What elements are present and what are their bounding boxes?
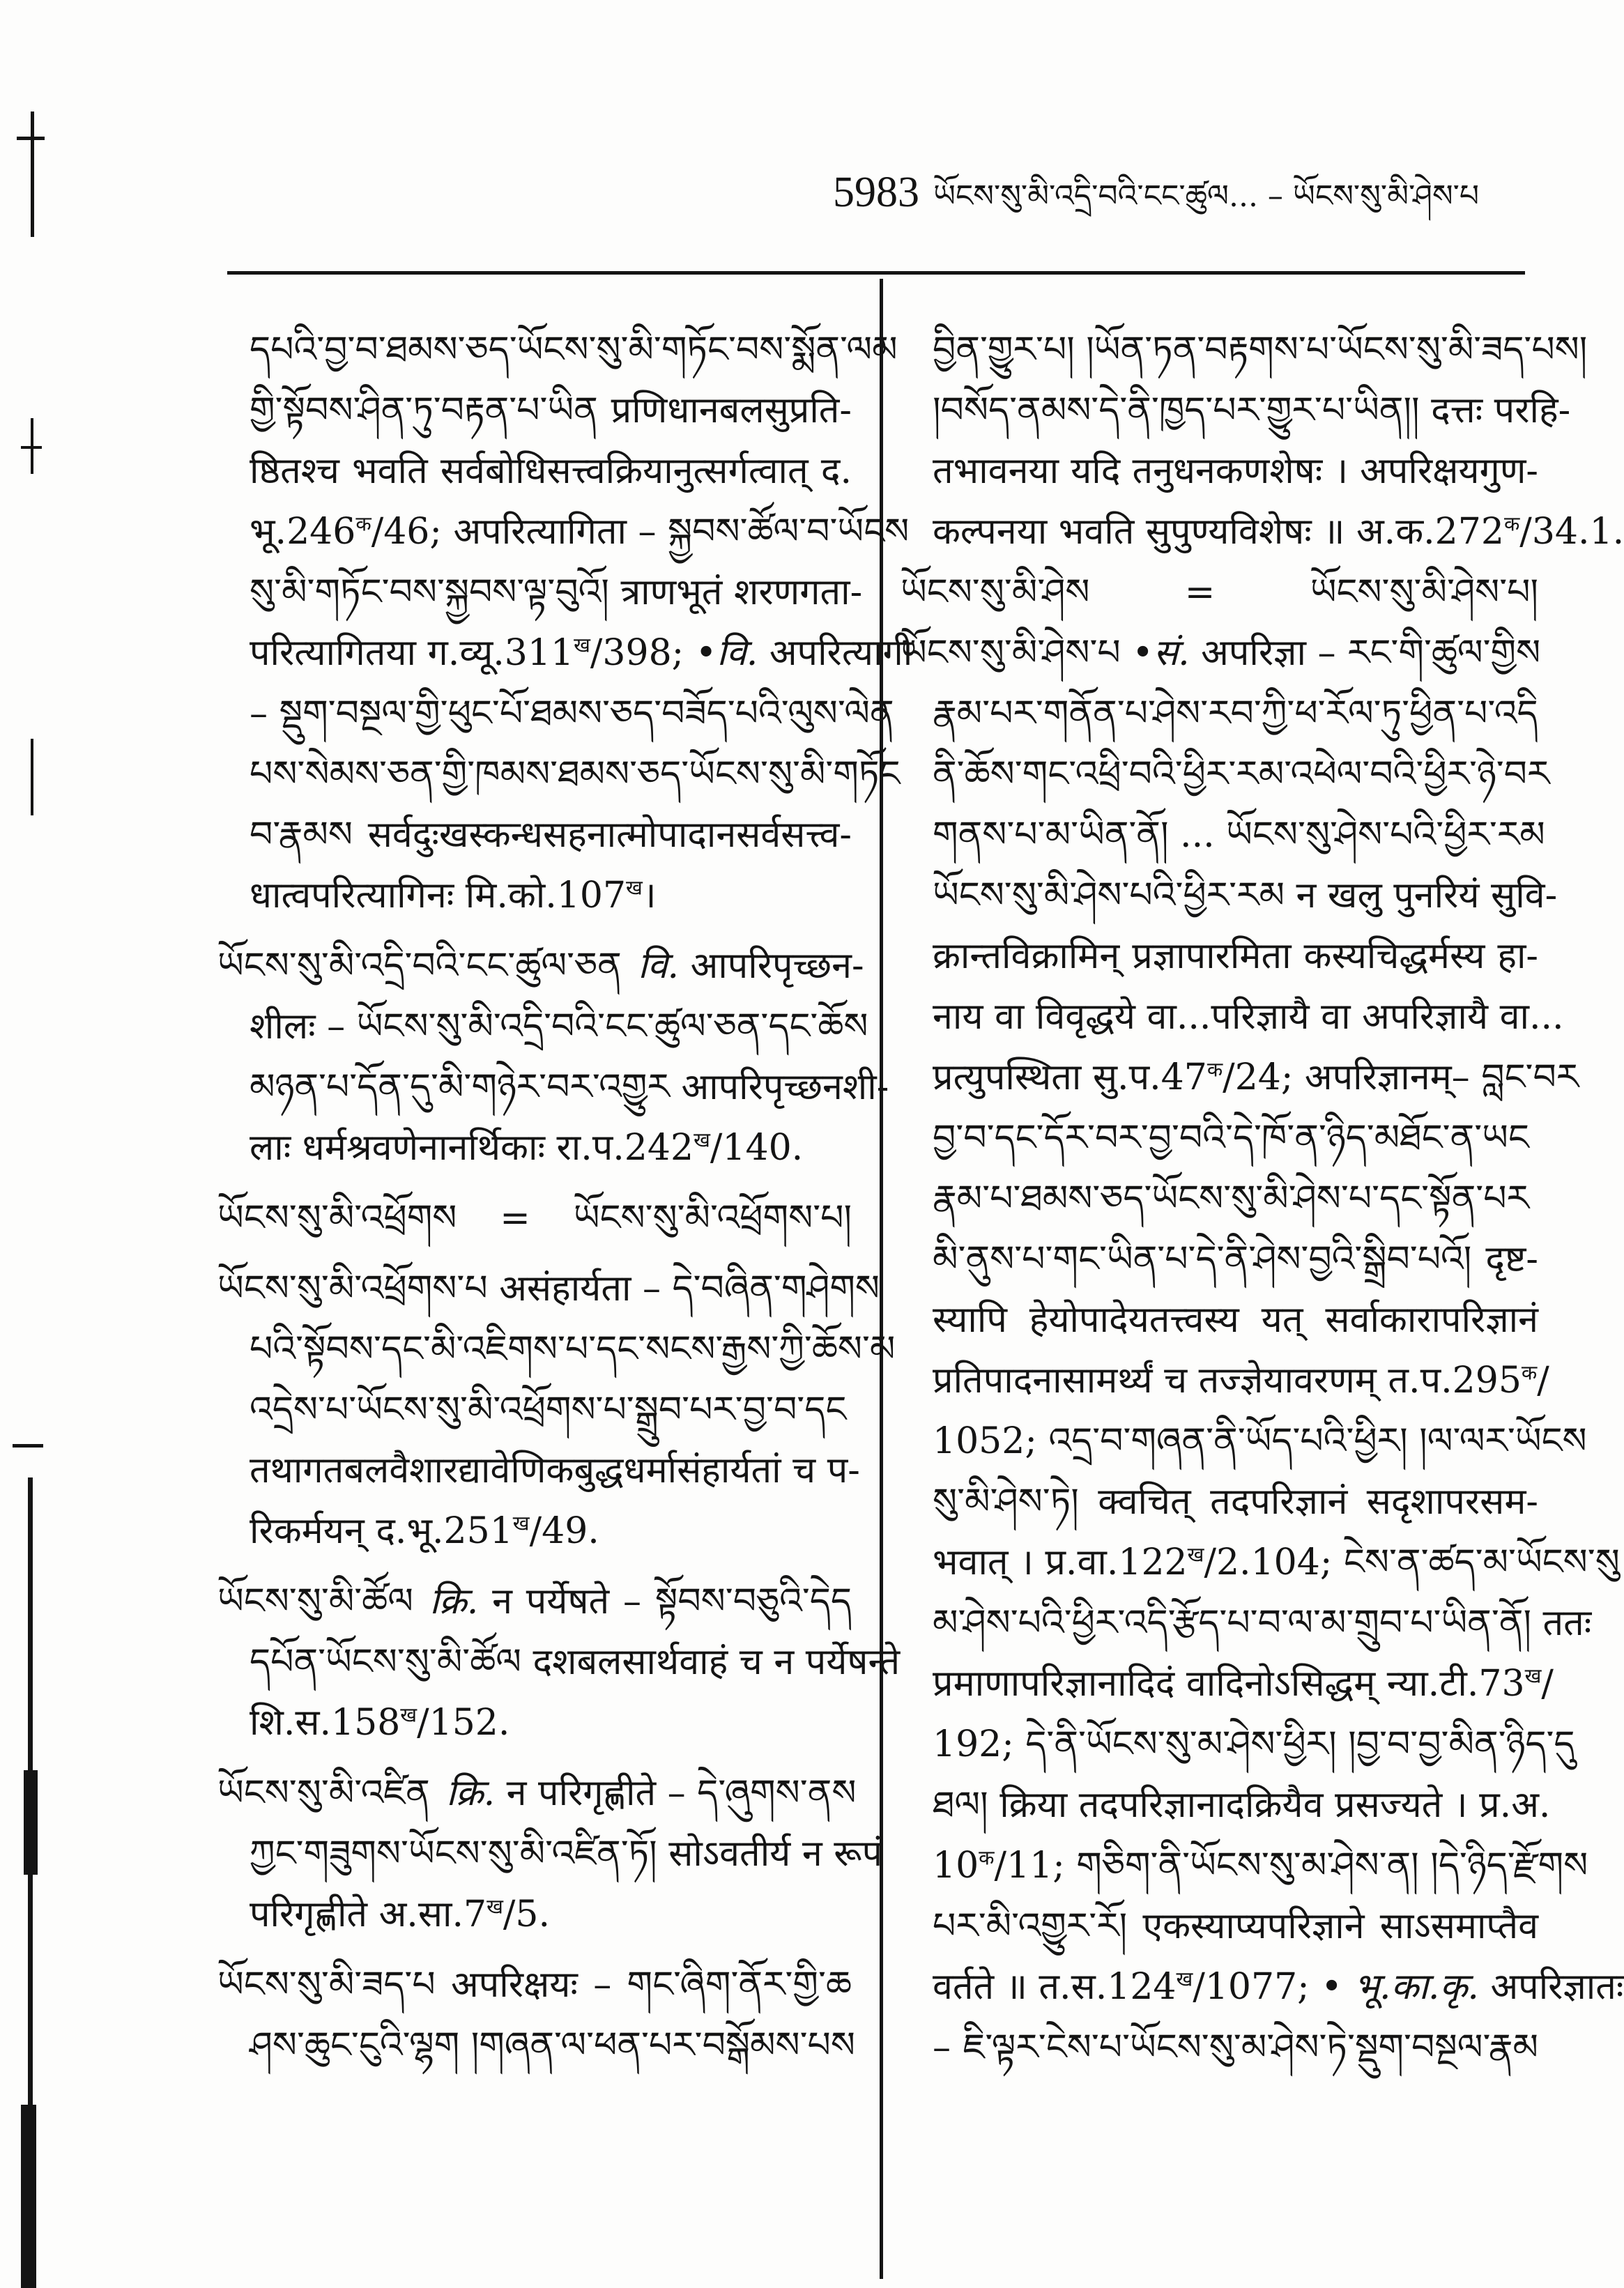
text-run: त्राणभूतं शरणगता- <box>608 571 863 613</box>
entry-line <box>901 1229 1538 1290</box>
text-run: परिगृह्णीते अ.सा.7 <box>250 1894 487 1935</box>
text-run: कल्पनया भवति सुपुण्यविशेषः ॥ अ.क.272 <box>933 511 1504 553</box>
entry-line <box>901 1593 1592 1654</box>
scan-edge-mark <box>21 446 42 449</box>
scan-edge-mark <box>21 2105 36 2288</box>
text-run: क्रान्तविक्रामिन् प्रज्ञापारमिता कस्यचिद्धर्मस्य हा- <box>933 935 1538 977</box>
entry-line <box>217 1955 852 2016</box>
text-run: – ཇི་ལྟར་ངེས་པ་ཡོངས་སུ་མ་ཤེས་ཏེ་སྡུག་བསྔལ་རྣམ <box>933 2027 1538 2068</box>
text-run: लाः धर्मश्रवणेनानर्थिकाः रा.प.242 <box>250 1127 694 1169</box>
text-run: अपरिज्ञा – རང་གི་ཚུལ་གྱིས <box>1189 632 1541 674</box>
text-run: པར་མི་འགྱུར་རོ། <box>933 1905 1128 1947</box>
entry-line <box>217 744 901 805</box>
text-run: དཔོན་ཡོངས་སུ་མི་ཚོལ <box>250 1641 521 1683</box>
text-run: ཤས་ཆུང་ངུའི་ལྷག །གཞན་ལ་ཕན་པར་བསྒོམས་པས <box>250 2025 855 2066</box>
text-run: ཐལ། <box>933 1784 988 1826</box>
text-run: न परिगृह्णीते – དེ་ཞུགས་ནས <box>495 1772 857 1814</box>
text-run: མ་ཤེས་པའི་ཕྱིར་འདི་རྩོད་པ་བ་ལ་མ་གྲུབ་པ་ཡིན་ནོ། <box>933 1602 1531 1644</box>
text-run: སུ་མི་ཤེས་ཏེ། <box>933 1481 1079 1523</box>
entry-line <box>217 866 852 926</box>
text-run: མི་ནུས་པ་གང་ཡིན་པ་དེ་ནི་ཤེས་བྱའི་སྒྲིབ་པའོ། <box>933 1238 1472 1280</box>
text-run: दृष्ट- <box>1471 1238 1538 1280</box>
scan-edge-mark <box>24 1770 38 1875</box>
entry-line <box>901 1836 1588 1896</box>
entry-line <box>217 623 913 684</box>
entry-line <box>901 2018 1538 2078</box>
entry-line <box>217 320 898 381</box>
text-run: अपरित्यागी <box>758 632 913 674</box>
entry-line <box>901 1169 1538 1229</box>
entry-line <box>901 866 1558 926</box>
entry-line <box>901 1714 1575 1775</box>
entry-line <box>901 441 1538 502</box>
entry-line <box>901 1108 1538 1169</box>
text-run: ནི་ཆོས་གང་འཕྲི་བའི་ཕྱིར་རམ་འཕེལ་བའི་ཕྱིར་ཉེ་བར <box>933 753 1550 795</box>
entry-line <box>217 441 852 502</box>
entry-line <box>901 1775 1551 1836</box>
dictionary-entry <box>217 936 889 1178</box>
dictionary-entry <box>217 1763 883 1945</box>
text-run: འདྲེས་པ་ཡོངས་སུ་མི་འཕྲོགས་པ་སྒྲུབ་པར་བྱ་བ་དང <box>250 1389 847 1431</box>
folio-side-marker: ख <box>574 633 590 657</box>
text-run: /24; अपरिज्ञानम्– བླང་བར <box>1223 1057 1579 1098</box>
scan-edge-mark <box>13 1444 43 1448</box>
text-run: अपरिज्ञातः <box>1478 1966 1624 2008</box>
grammar-abbreviation: भू.का.कृ. <box>1354 1966 1479 2008</box>
text-run: आपरिपृच्छनशी- <box>669 1066 889 1108</box>
text-run: भवात् । प्र.वा.122 <box>933 1542 1188 1583</box>
dictionary-entry <box>217 1955 855 2076</box>
entry-line <box>217 1188 852 1249</box>
text-run: /1077; • <box>1193 1966 1354 2008</box>
text-run: /152. <box>417 1702 510 1744</box>
text-run: མཉན་པ་དོན་དུ་མི་གཉེར་བར་འགྱུར <box>250 1066 670 1108</box>
entry-line <box>901 1411 1587 1472</box>
right-column <box>901 320 1624 2271</box>
text-run: तभावनया यदि तनुधनकणशेषः । अपरिक्षयगुण- <box>933 450 1538 492</box>
text-run: གྱི་སྟོབས་ཤིན་ཏུ་བརྟན་པ་ཡིན <box>250 390 598 431</box>
entry-line <box>217 1572 852 1632</box>
folio-side-marker: क <box>355 512 371 536</box>
grammar-abbreviation: वि. <box>717 632 758 674</box>
entry-line <box>901 684 1538 744</box>
text-run: असंहार्यता – དེ་བཞིན་གཤེགས <box>487 1268 880 1310</box>
text-run: प्रतिपादनासामर्थ्यं च तज्ज्ञेयावरणम् त.प.295 <box>933 1360 1522 1402</box>
entry-line <box>901 562 1538 623</box>
text-run: परित्यागितया ग.व्यू.311 <box>250 632 574 674</box>
entry-line <box>217 684 894 744</box>
text-run: सर्वदुःखस्कन्धसहनात्मोपादानसर्वसत्त्व- <box>352 814 852 856</box>
text-run: ཡོངས་སུ་མི་འཕྲོགས་པ། <box>573 1197 852 1239</box>
headword: ཡོངས་སུ་མི་འཕྲོགས <box>217 1197 457 1239</box>
folio-side-marker: क <box>1503 512 1520 536</box>
text-run: दशबलसार्थवाहं च न पर्येषन्ते <box>521 1641 901 1683</box>
folio-side-marker: ख <box>512 1511 530 1535</box>
text-run: སུ་མི་གཏོང་བས་སྐྱབས་ལྟ་བུའོ། <box>250 571 609 613</box>
dictionary-entry <box>217 320 913 926</box>
text-run: नाय वा विवृद्धये वा...परिज्ञायै वा अपरिज्ञायै वा... <box>933 996 1564 1038</box>
column-divider <box>880 279 883 2279</box>
text-run: ཡོངས་སུ་མི་ཤེས་པ། <box>1310 571 1538 613</box>
entry-line <box>217 1057 889 1118</box>
text-run: པའི་སྟོབས་དང་མི་འཇིགས་པ་དང་སངས་རྒྱས་ཀྱི་ཆོས་མ <box>250 1328 896 1370</box>
header-rule <box>227 271 1525 275</box>
text-run: /46; अपरित्यागिता – སྐྱབས་ཚོལ་བ་ཡོངས <box>371 511 910 553</box>
entry-line <box>217 2016 855 2076</box>
text-run: །བསོད་ནམས་དེ་ནི་ཁྱད་པར་གྱུར་པ་ཡིན།། <box>933 390 1420 431</box>
text-run: = <box>1089 571 1310 613</box>
folio-side-marker: क <box>1206 1057 1223 1082</box>
text-run: བ་རྣམས <box>250 814 353 856</box>
entry-line <box>217 1380 852 1441</box>
text-run: सोऽवतीर्य न रूपं <box>657 1833 883 1875</box>
text-run: दत्तः परहि- <box>1419 390 1571 431</box>
folio-side-marker: ख <box>1187 1542 1204 1567</box>
scan-edge-mark <box>31 739 33 815</box>
entry-line <box>901 926 1538 987</box>
entry-line <box>901 805 1545 866</box>
folio-side-marker: ख <box>1524 1664 1542 1688</box>
entry-line <box>217 381 852 441</box>
text-run: प्रमाणापरिज्ञानादिदं वादिनोऽसिद्धम् न्या.टी.73 <box>933 1663 1525 1705</box>
entry-line <box>217 1632 901 1693</box>
text-run: ततः <box>1531 1602 1592 1644</box>
text-run: अपरिक्षयः – གང་ཞིག་ནོར་གྱི་ཆ <box>435 1964 852 2006</box>
text-run: शि.स.158 <box>250 1702 401 1744</box>
text-run: རྣམ་པ་ཐམས་ཅད་ཡོངས་སུ་མི་ཤེས་པ་དང་སྟོན་པར <box>933 1178 1529 1220</box>
entry-line <box>901 623 1541 684</box>
left-column <box>217 320 913 2271</box>
entry-line <box>217 562 863 623</box>
text-run: = <box>457 1197 574 1239</box>
text-run: /49. <box>529 1510 599 1552</box>
text-run: བྱིན་གྱུར་པ། །ཡོན་ཏན་བརྟགས་པ་ཡོངས་སུ་མི་ཟད་པས། <box>933 329 1588 371</box>
dictionary-entry <box>901 623 1624 2078</box>
entry-line <box>901 1957 1624 2018</box>
entry-line <box>217 1501 852 1562</box>
text-run: 192; དེ་ནི་ཡོངས་སུ་མ་ཤེས་ཕྱིར། །བྱ་བ་བྱ་མིན་ཉིད་དུ <box>933 1723 1575 1765</box>
folio-side-marker: ख <box>1176 1967 1193 1991</box>
dictionary-entry <box>217 1188 852 1249</box>
headword: ཡོངས་སུ་མི་ཟད་པ <box>217 1964 436 2006</box>
entry-line <box>217 997 868 1057</box>
entry-line <box>901 320 1588 381</box>
folio-side-marker: ख <box>694 1128 710 1152</box>
text-run: न पर्येषते – སྟོབས་བཅུའི་དེད <box>478 1581 852 1622</box>
entry-line <box>217 1824 883 1884</box>
text-run: वर्तते ॥ त.स.124 <box>933 1966 1177 2008</box>
headword: ཡོངས་སུ་མི་འཛིན <box>217 1772 430 1814</box>
dictionary-entry <box>901 562 1538 623</box>
entry-line <box>217 1693 852 1753</box>
scan-edge-mark <box>17 137 45 140</box>
entry-line <box>901 1896 1538 1957</box>
entry-line <box>217 1763 857 1824</box>
headword: ཡོངས་སུ་མི་ཚོལ <box>217 1581 413 1622</box>
entry-line <box>901 987 1564 1047</box>
text-run: । <box>642 875 657 916</box>
grammar-abbreviation: वि. <box>638 945 680 987</box>
running-header <box>833 162 1526 229</box>
grammar-abbreviation: क्रि. <box>446 1772 496 1814</box>
text-run: एकस्याप्यपरिज्ञाने साऽसमाप्तैव <box>1127 1905 1538 1947</box>
grammar-abbreviation: सं. <box>1153 632 1190 674</box>
text-run: रिकर्मयन् द.भू.251 <box>250 1510 513 1552</box>
text-run: न खलु पुनरियं सुवि- <box>1284 875 1558 916</box>
folio-side-marker: ख <box>487 1894 503 1919</box>
entry-line <box>901 1654 1554 1714</box>
scan-edge-mark <box>31 112 34 237</box>
text-run: / <box>1541 1663 1554 1705</box>
text-run: स्यापि हेयोपादेयतत्त्वस्य यत् सर्वाकारापरिज्ञानं <box>933 1299 1538 1341</box>
entry-line <box>901 1290 1538 1351</box>
text-run: /34.1. <box>1519 511 1624 553</box>
entry-line <box>217 1118 852 1178</box>
headword: ཡོངས་སུ་མི་ཤེས་པ <box>901 632 1121 674</box>
text-run: /398; • <box>590 632 717 674</box>
text-run: – སྡུག་བསྔལ་གྱི་ཕུང་པོ་ཐམས་ཅད་བཟོད་པའི་ལུས་ལེན <box>250 693 894 735</box>
entry-line <box>217 1259 880 1319</box>
text-run: /2.104; ངེས་ན་ཚད་མ་ཡོངས་སུ <box>1204 1542 1620 1583</box>
text-run: प्रणिधानबलसुप्रति- <box>597 390 852 431</box>
text-run: क्रिया तदपरिज्ञानादक्रियैव प्रसज्यते । प्र.अ. <box>988 1784 1551 1826</box>
text-run: प्रत्युपस्थिता सु.प.47 <box>933 1057 1207 1098</box>
page-number: 5983 <box>833 169 919 216</box>
text-run: གནས་པ་མ་ཡིན་ནོ། ... ཡོངས་སུ་ཤེས་པའི་ཕྱིར་རམ <box>933 814 1545 856</box>
text-run: /140. <box>710 1127 804 1169</box>
text-run: आपरिपृच्छन- <box>679 945 864 987</box>
text-run: /5. <box>503 1894 551 1935</box>
folio-side-marker: क <box>979 1845 995 1870</box>
entry-line <box>217 502 910 562</box>
folio-side-marker: क <box>1521 1360 1538 1385</box>
dictionary-entry <box>217 1572 901 1753</box>
entry-line <box>901 744 1550 805</box>
text-run: 1052; འདྲ་བ་གཞན་ནི་ཡོད་པའི་ཕྱིར། །ལ་ལར་ཡོངས <box>933 1420 1587 1462</box>
text-run: /11; གཅིག་ནི་ཡོངས་སུ་མ་ཤེས་ན། །དེ་ཉིད་རྫོགས <box>994 1845 1588 1887</box>
dictionary-entry <box>901 320 1624 562</box>
entry-line <box>217 936 864 997</box>
text-run: ཀྱང་གཟུགས་ཡོངས་སུ་མི་འཛིན་ཏོ། <box>250 1833 657 1875</box>
text-run: ष्ठितश्च भवति सर्वबोधिसत्त्वक्रियानुत्सर्गत्वात् द. <box>250 450 852 492</box>
text-run: धात्वपरित्यागिनः मि.को.107 <box>250 875 627 916</box>
entry-line <box>217 1884 852 1945</box>
running-head: ཡོངས་སུ་མི་འདྲི་བའི་ངང་ཚུལ... – ཡོངས་སུ་མི་ཤེས་པ <box>933 178 1480 214</box>
text-run: རྣམ་པར་གནོན་པ་ཤེས་རབ་ཀྱི་ཕ་རོལ་ཏུ་ཕྱིན་པ་འདི <box>933 693 1538 735</box>
headword: ཡོངས་སུ་མི་འདྲི་བའི་ངང་ཚུལ་ཅན <box>217 945 622 987</box>
text-run: ཡོངས་སུ་མི་ཤེས་པའི་ཕྱིར་རམ <box>933 875 1285 916</box>
text-run: तथागतबलवैशारद्यावेणिकबुद्धधर्मासंहार्यतां च प- <box>250 1450 860 1491</box>
folio-side-marker: ख <box>400 1703 418 1727</box>
headword: ཡོངས་སུ་མི་འཕྲོགས་པ <box>217 1268 488 1310</box>
grammar-abbreviation: क्रि. <box>429 1581 479 1622</box>
text-run: • <box>1120 632 1154 674</box>
entry-line <box>217 805 852 866</box>
headword: ཡོངས་སུ་མི་ཤེས <box>901 571 1090 613</box>
entry-line <box>901 1533 1620 1593</box>
entry-line <box>901 1472 1538 1533</box>
entry-line <box>901 502 1624 562</box>
entry-line <box>901 1351 1549 1411</box>
entry-line <box>901 381 1571 441</box>
entry-line <box>901 1047 1579 1108</box>
text-run: भू.246 <box>250 511 356 553</box>
text-run: བྱ་བ་དང་དོར་བར་བྱ་བའི་དེ་ཁོ་ན་ཉིད་མཐོང་ན་ཡང <box>933 1117 1529 1159</box>
text-run: དཔའི་བྱ་བ་ཐམས་ཅད་ཡོངས་སུ་མི་གཏོང་བས་སྨོན་ལམ <box>250 329 898 371</box>
text-run: / <box>1537 1360 1549 1402</box>
text-run: शीलः – ཡོངས་སུ་མི་འདྲི་བའི་ངང་ཚུལ་ཅན་དང་ཆོས <box>250 1006 868 1047</box>
entry-line <box>217 1319 896 1380</box>
text-run: པས་སེམས་ཅན་གྱི་ཁམས་ཐམས་ཅད་ཡོངས་སུ་མི་གཏོང <box>250 753 901 795</box>
dictionary-entry <box>217 1259 896 1562</box>
text-run: क्वचित् तदपरिज्ञानं सदृशापरसम- <box>1078 1481 1538 1523</box>
text-run: 10 <box>933 1845 979 1887</box>
entry-line <box>217 1441 860 1501</box>
folio-side-marker: ख <box>626 875 643 900</box>
